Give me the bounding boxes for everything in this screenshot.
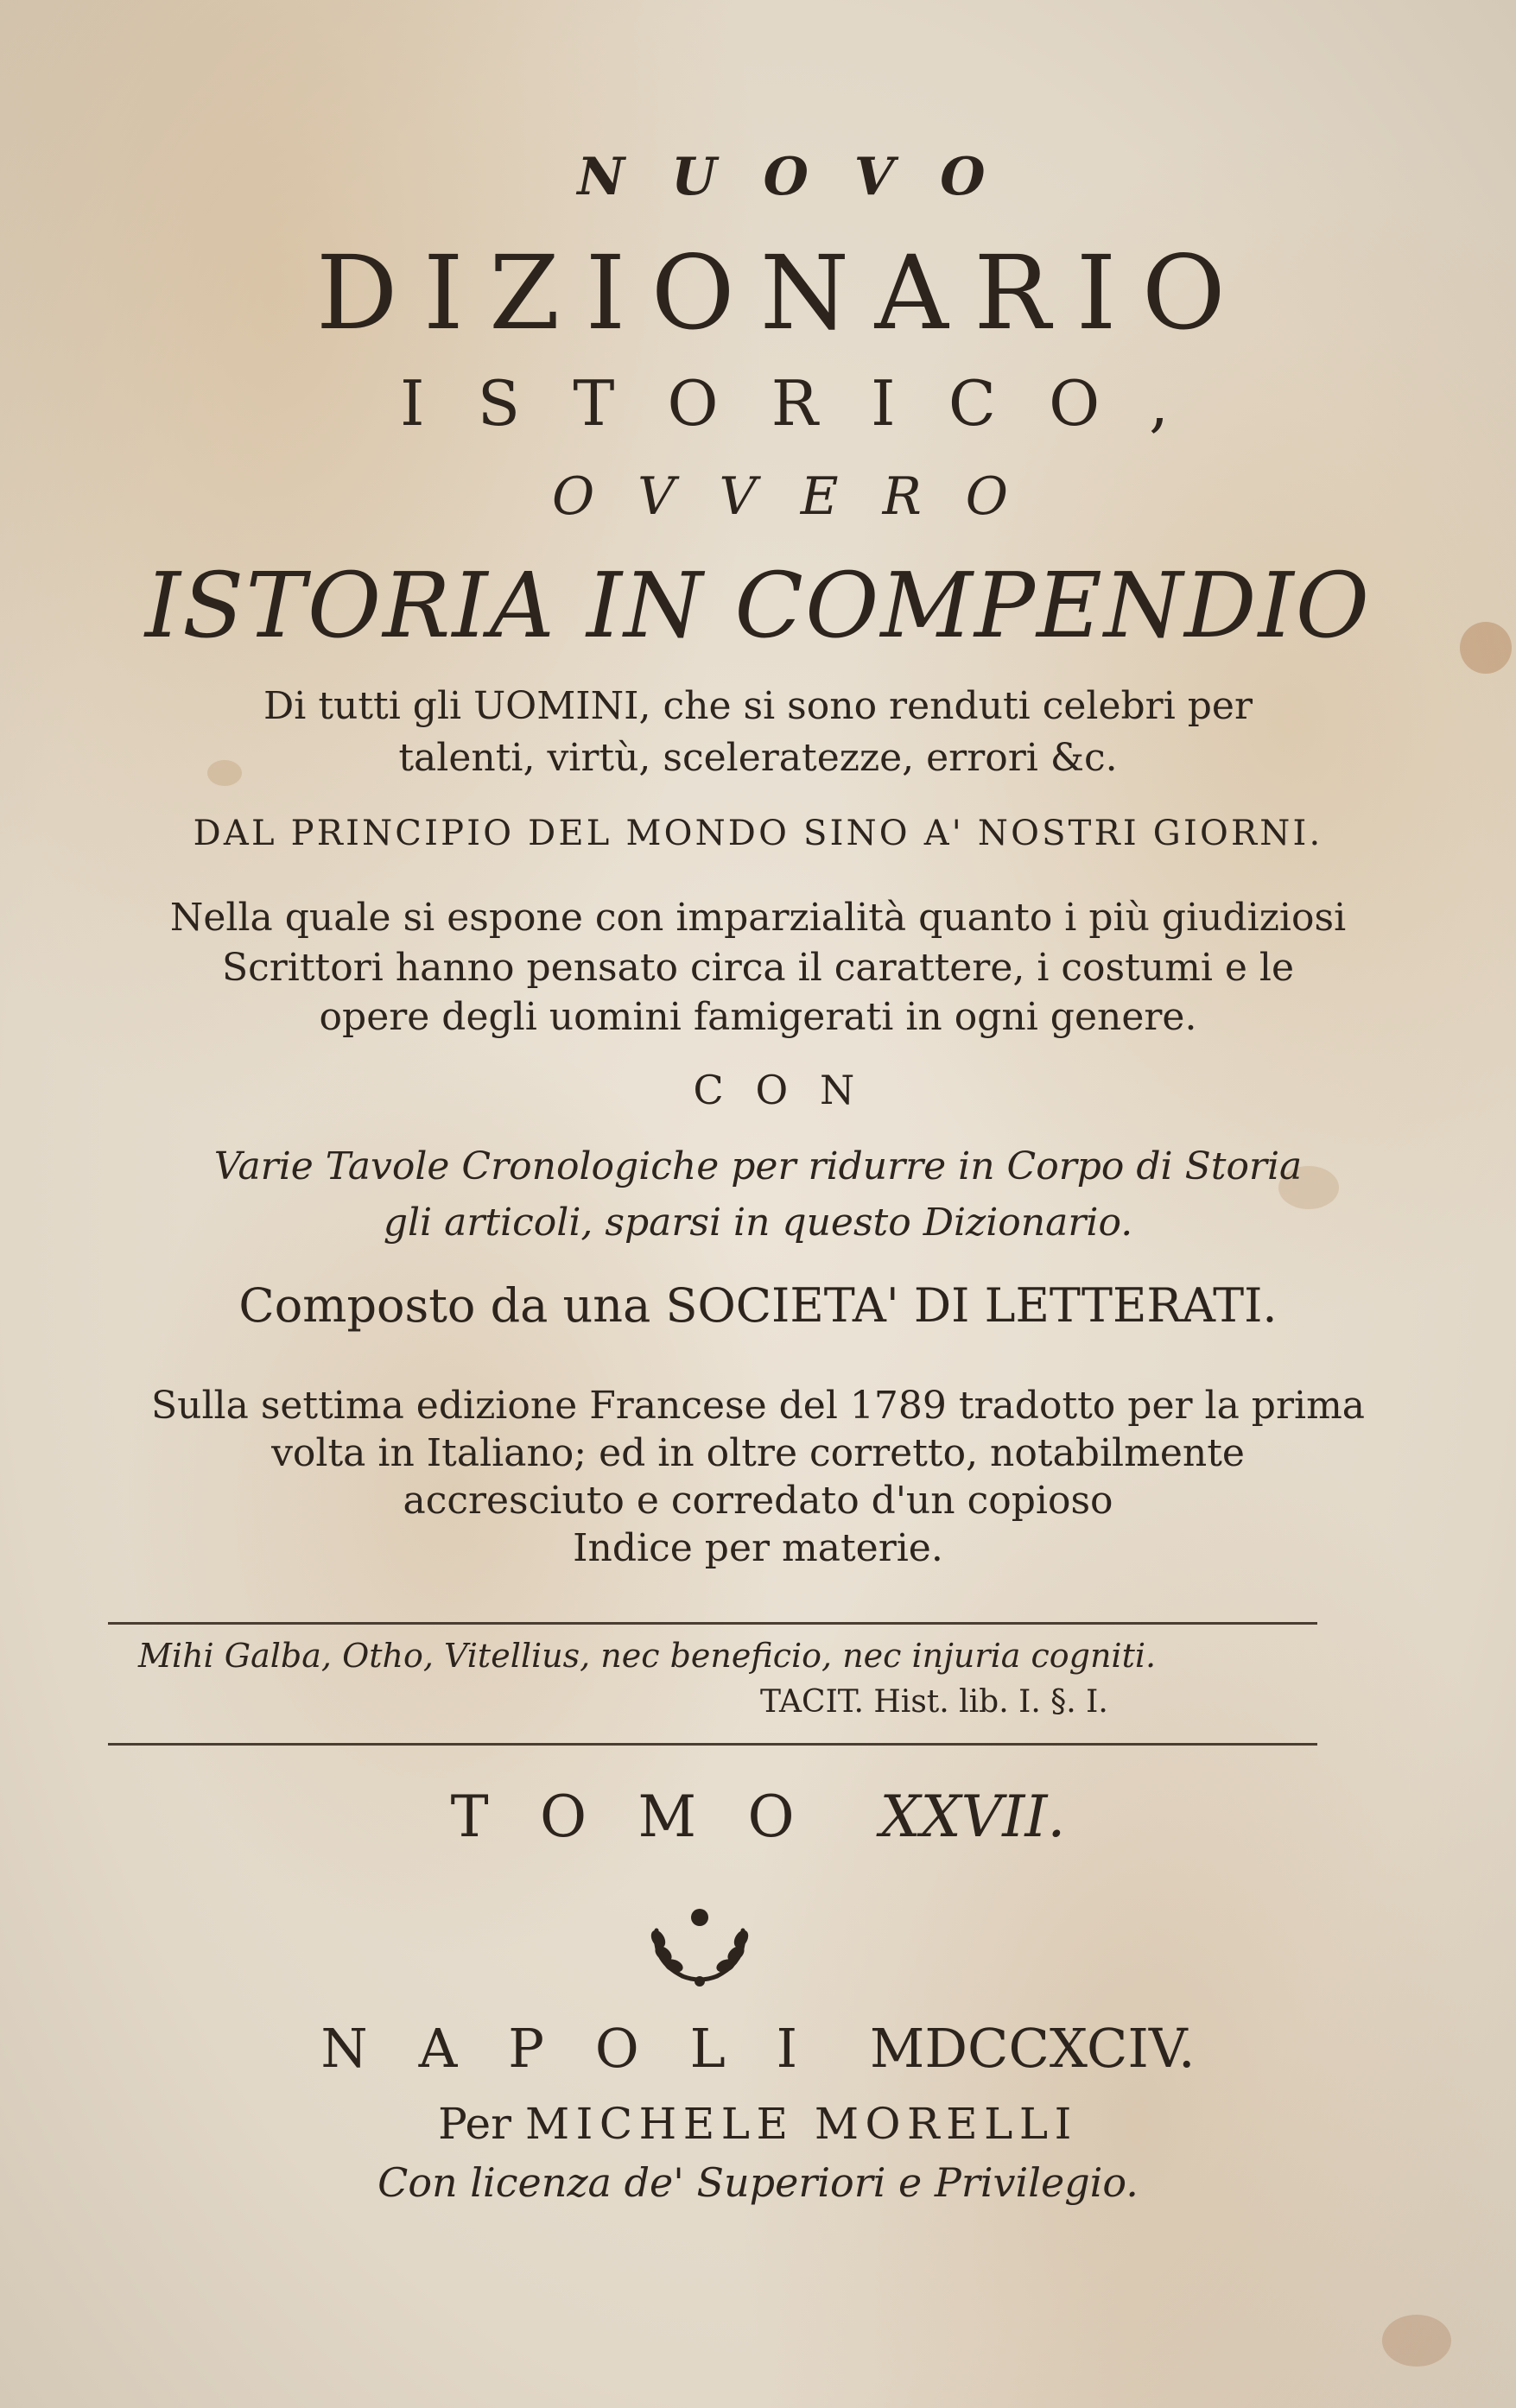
title-dizionario: DIZIONARIO xyxy=(315,233,1252,352)
title-istoria-in-compendio: ISTORIA IN COMPENDIO xyxy=(144,553,1372,658)
volume-word: TOMO xyxy=(450,1784,847,1850)
exposition-line-1: Nella quale si espone con imparzialità quanto i più giudiziosi xyxy=(169,896,1347,940)
title-ovvero: OVVERO xyxy=(552,466,1052,527)
imprint-city: NAPOLI xyxy=(320,2017,849,2080)
imprint-year: MDCCXCIV. xyxy=(869,2017,1196,2080)
imprint-license: Con licenza de' Superiori e Privilegio. xyxy=(377,2159,1139,2206)
edition-line-4: Indice per materie. xyxy=(573,1526,943,1570)
title-istorico: ISTORICO, xyxy=(400,367,1222,440)
imprint-per: Per xyxy=(438,2099,512,2149)
imprint-printer: MICHELE MORELLI xyxy=(524,2099,1078,2149)
con-heading: CON xyxy=(693,1067,887,1113)
imprint-printer-line xyxy=(0,2099,1516,2149)
foxing-stain xyxy=(1382,2315,1451,2367)
description-line-1: Di tutti gli UOMINI, che si sono renduti celebri per xyxy=(263,684,1253,728)
tables-line-2: gli articoli, sparsi in questo Dizionario. xyxy=(383,1201,1133,1245)
motto-text: Mihi Galba, Otho, Vitellius, nec beneficio, nec injuria cogniti. xyxy=(138,1637,1157,1675)
imprint-city-line xyxy=(0,2017,1516,2080)
exposition-line-2: Scrittori hanno pensato circa il carattere, i costumi e le xyxy=(221,946,1295,990)
volume-line xyxy=(0,1784,1516,1850)
period-line: DAL PRINCIPIO DEL MONDO SINO A' NOSTRI GIORNI. xyxy=(193,814,1323,853)
tables-line-1: Varie Tavole Cronologiche per ridurre in Corpo di Storia xyxy=(213,1144,1303,1188)
composed-line: Composto da una SOCIETA' DI LETTERATI. xyxy=(238,1278,1278,1333)
edition-line-1: Sulla settima edizione Francese del 1789 tradotto per la prima xyxy=(150,1384,1366,1428)
edition-line-2: volta in Italiano; ed in oltre corretto, notabilmente xyxy=(271,1431,1245,1475)
exposition-line-3: opere degli uomini famigerati in ogni genere. xyxy=(319,995,1197,1039)
title-nuovo: NUOVO xyxy=(577,147,1032,207)
top-rule xyxy=(108,1622,1317,1625)
volume-number: XXVII. xyxy=(879,1784,1066,1850)
laurel-wreath-icon xyxy=(639,1900,760,1995)
motto-source: TACIT. Hist. lib. I. §. I. xyxy=(760,1684,1108,1720)
description-line-2: talenti, virtù, sceleratezze, errori &c. xyxy=(398,736,1118,780)
edition-line-3: accresciuto e corredato d'un copioso xyxy=(403,1479,1113,1523)
bottom-rule xyxy=(108,1743,1317,1746)
